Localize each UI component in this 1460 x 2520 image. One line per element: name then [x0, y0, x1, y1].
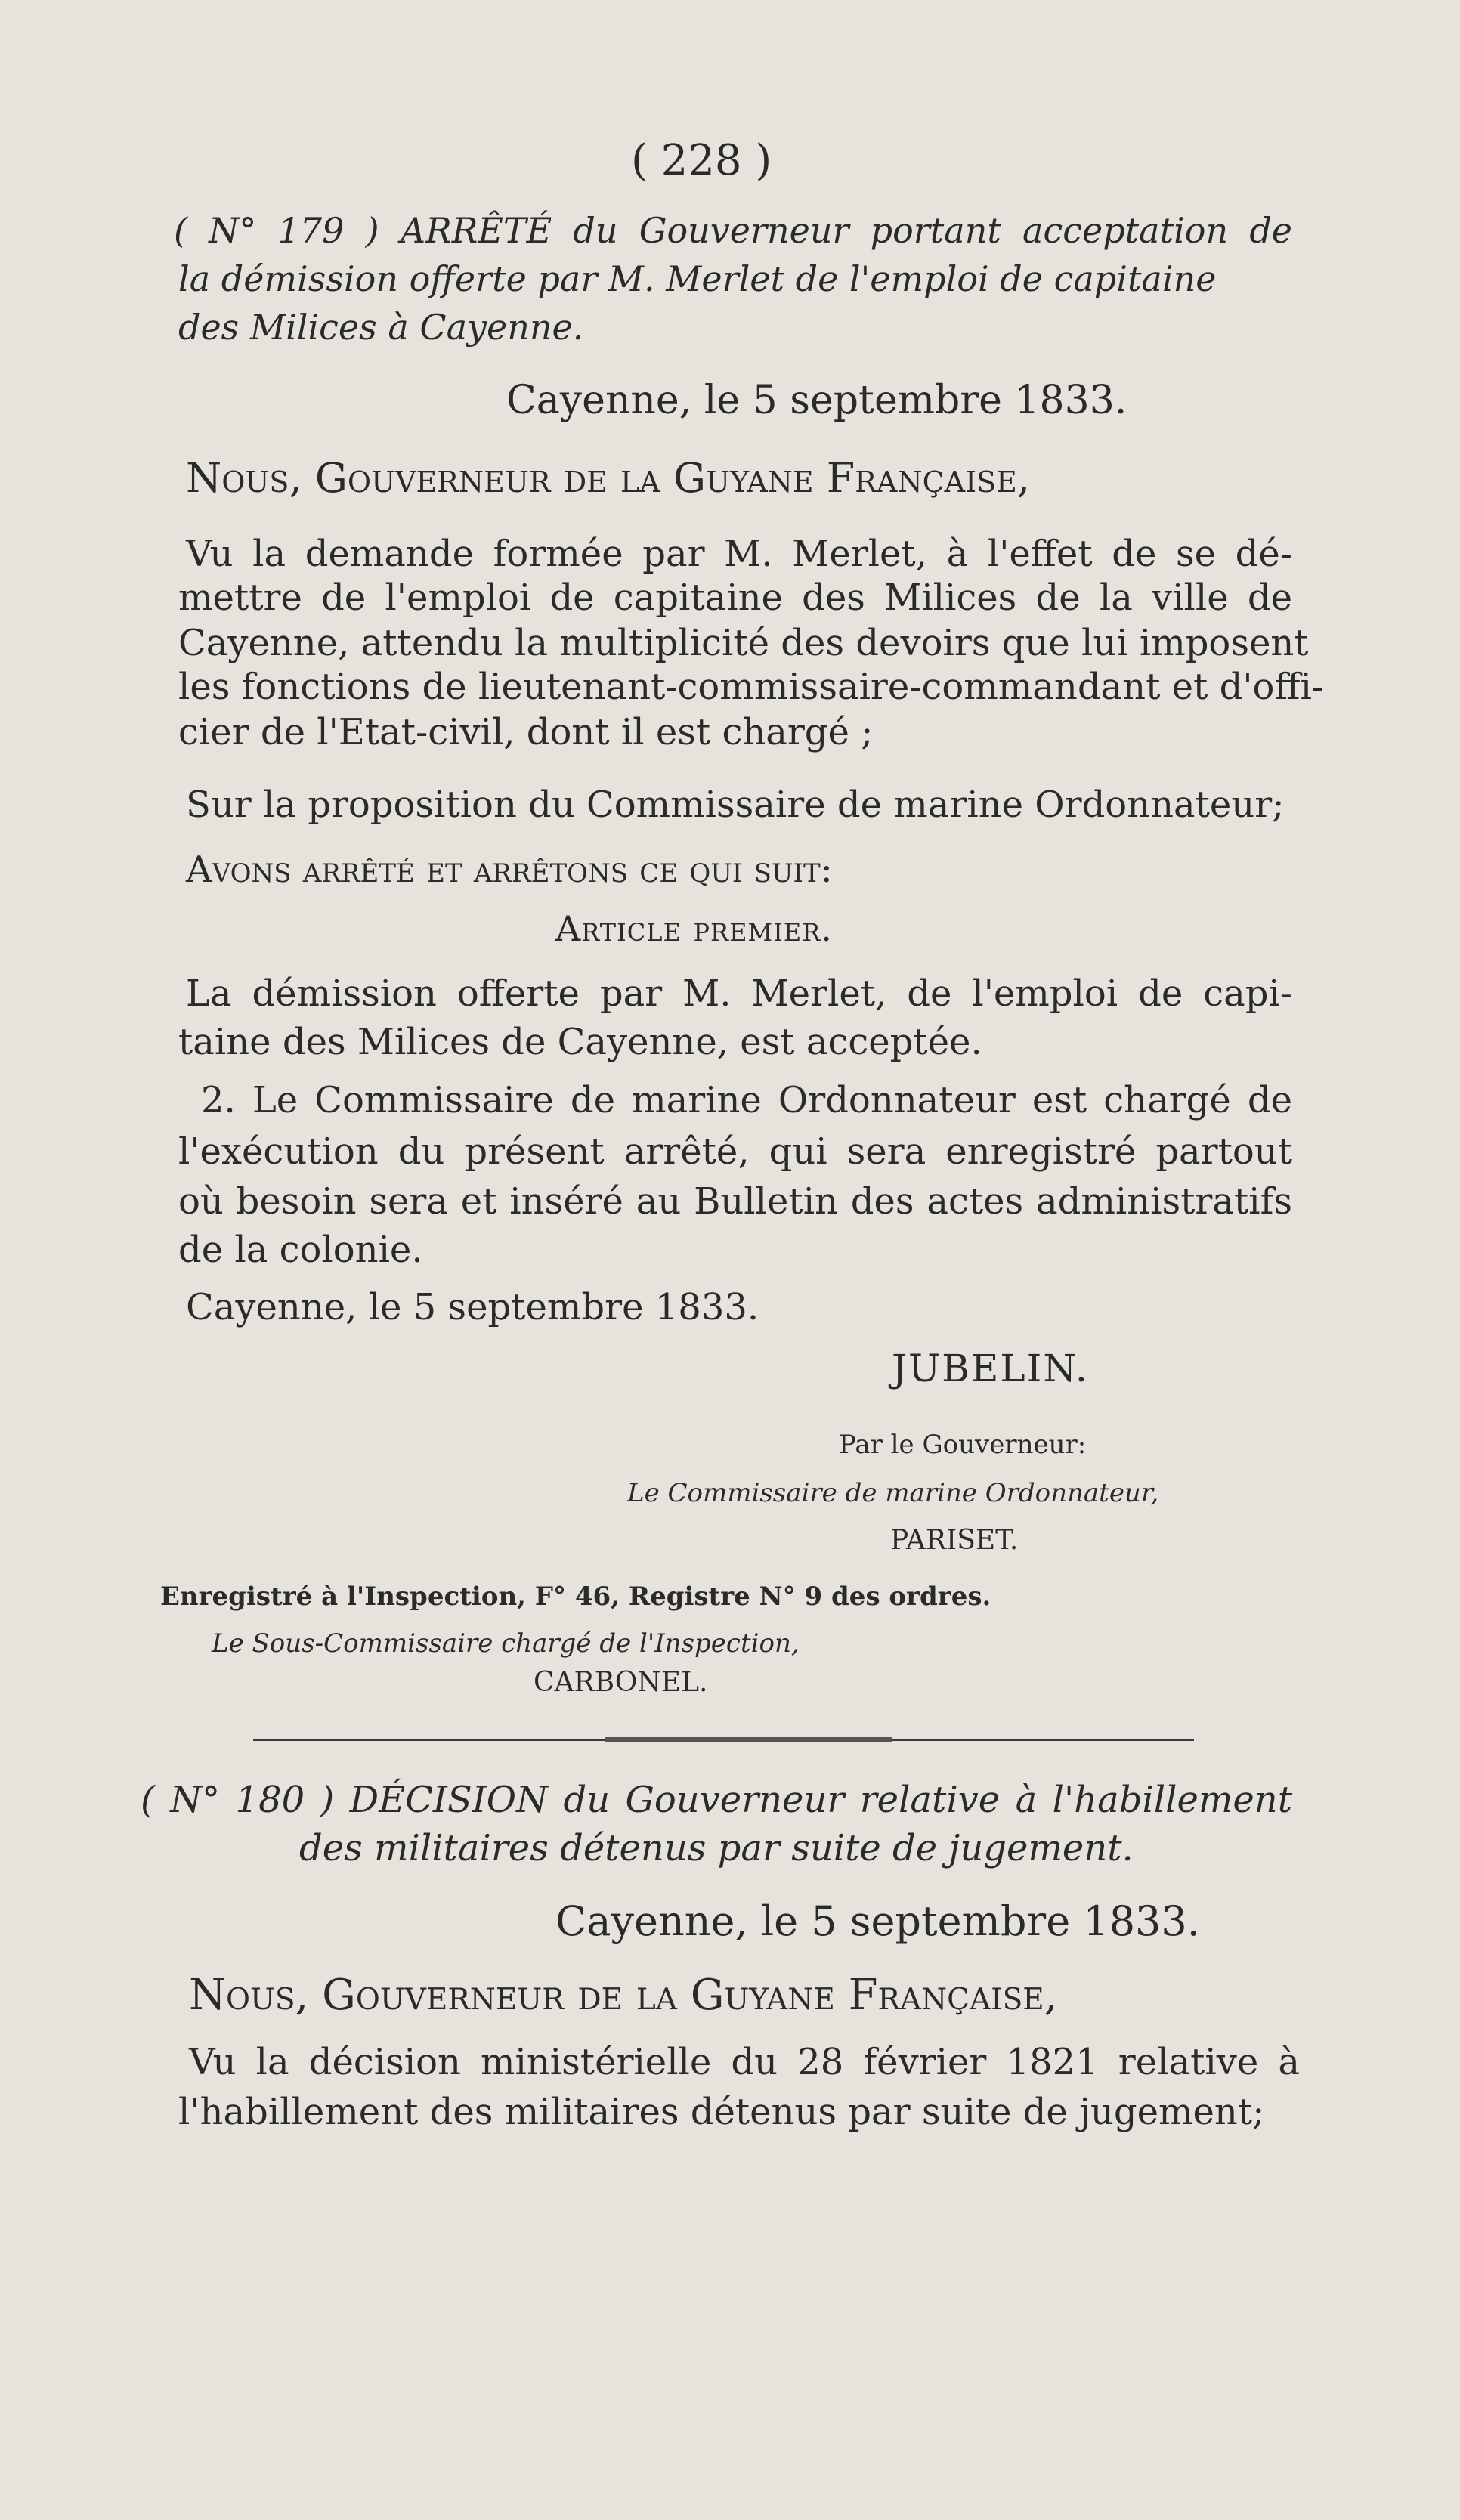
page-number: ( 228 ): [631, 136, 772, 185]
section2-date: Cayenne, le 5 septembre 1833.: [555, 1897, 1200, 1945]
section-divider-center: [605, 1737, 892, 1742]
article2-line-3: où besoin sera et inséré au Bulletin des actes administratifs: [178, 1180, 1292, 1223]
commissaire-name: PARISET.: [890, 1525, 1019, 1556]
sous-commissaire-name: CARBONEL.: [534, 1667, 708, 1698]
par-le-gouverneur: Par le Gouverneur:: [839, 1430, 1087, 1460]
section1-vu-line-2: mettre de l'emploi de capitaine des Milices de la ville de: [178, 577, 1292, 619]
commissaire-title: Le Commissaire de marine Ordonnateur,: [627, 1478, 1159, 1508]
article-title: Article premier.: [555, 908, 833, 949]
section2-nous: Nous, Gouverneur de la Guyane Française,: [189, 1971, 1058, 2020]
sous-commissaire-title: Le Sous-Commissaire chargé de l'Inspection,: [212, 1628, 800, 1659]
article2-line-1: 2. Le Commissaire de marine Ordonnateur est chargé de: [201, 1079, 1292, 1121]
section1-heading-line-1: ( N° 179 ) ARRÊTÉ du Gouverneur portant acceptation de: [174, 210, 1292, 251]
enregistre-line: Enregistré à l'Inspection, F° 46, Registre N° 9 des ordres.: [160, 1582, 991, 1612]
section1-sur: Sur la proposition du Commissaire de marine Ordonnateur;: [186, 784, 1285, 826]
section1-heading-line-2: la démission offerte par M. Merlet de l'emploi de capitaine: [178, 258, 1217, 299]
section1-vu-line-4: les fonctions de lieutenant-commissaire-commandant et d'offi-: [178, 666, 1325, 708]
section1-nous: Nous, Gouverneur de la Guyane Française,: [186, 454, 1031, 502]
section1-avons: Avons arrêté et arrêtons ce qui suit:: [186, 849, 833, 891]
section2-vu-line-1: Vu la décision ministérielle du 28 février 1821 relative à: [189, 2041, 1300, 2083]
section1-vu-line-3: Cayenne, attendu la multiplicité des devoirs que lui imposent: [178, 622, 1309, 664]
section2-vu-line-2: l'habillement des militaires détenus par suite de jugement;: [178, 2091, 1265, 2133]
section2-heading-line-1: ( N° 180 ) DÉCISION du Gouverneur relative à l'habillement: [141, 1779, 1292, 1821]
section1-heading-line-3: des Milices à Cayenne.: [178, 307, 584, 348]
article1-line-1: La démission offerte par M. Merlet, de l'emploi de capi-: [186, 972, 1292, 1015]
section2-heading-line-2: des militaires détenus par suite de jugement.: [299, 1827, 1134, 1869]
article1-line-2: taine des Milices de Cayenne, est acceptée.: [178, 1021, 982, 1063]
section1-date: Cayenne, le 5 septembre 1833.: [506, 378, 1127, 423]
signature-jubelin: JUBELIN.: [892, 1347, 1089, 1390]
section1-closing-date: Cayenne, le 5 septembre 1833.: [186, 1286, 759, 1328]
section1-vu-line-5: cier de l'Etat-civil, dont il est chargé ;: [178, 711, 874, 753]
section1-vu-line-1: Vu la demande formée par M. Merlet, à l'effet de se dé-: [186, 533, 1292, 575]
article2-line-2: l'exécution du présent arrêté, qui sera enregistré partout: [178, 1130, 1292, 1173]
article2-line-4: de la colonie.: [178, 1229, 423, 1271]
